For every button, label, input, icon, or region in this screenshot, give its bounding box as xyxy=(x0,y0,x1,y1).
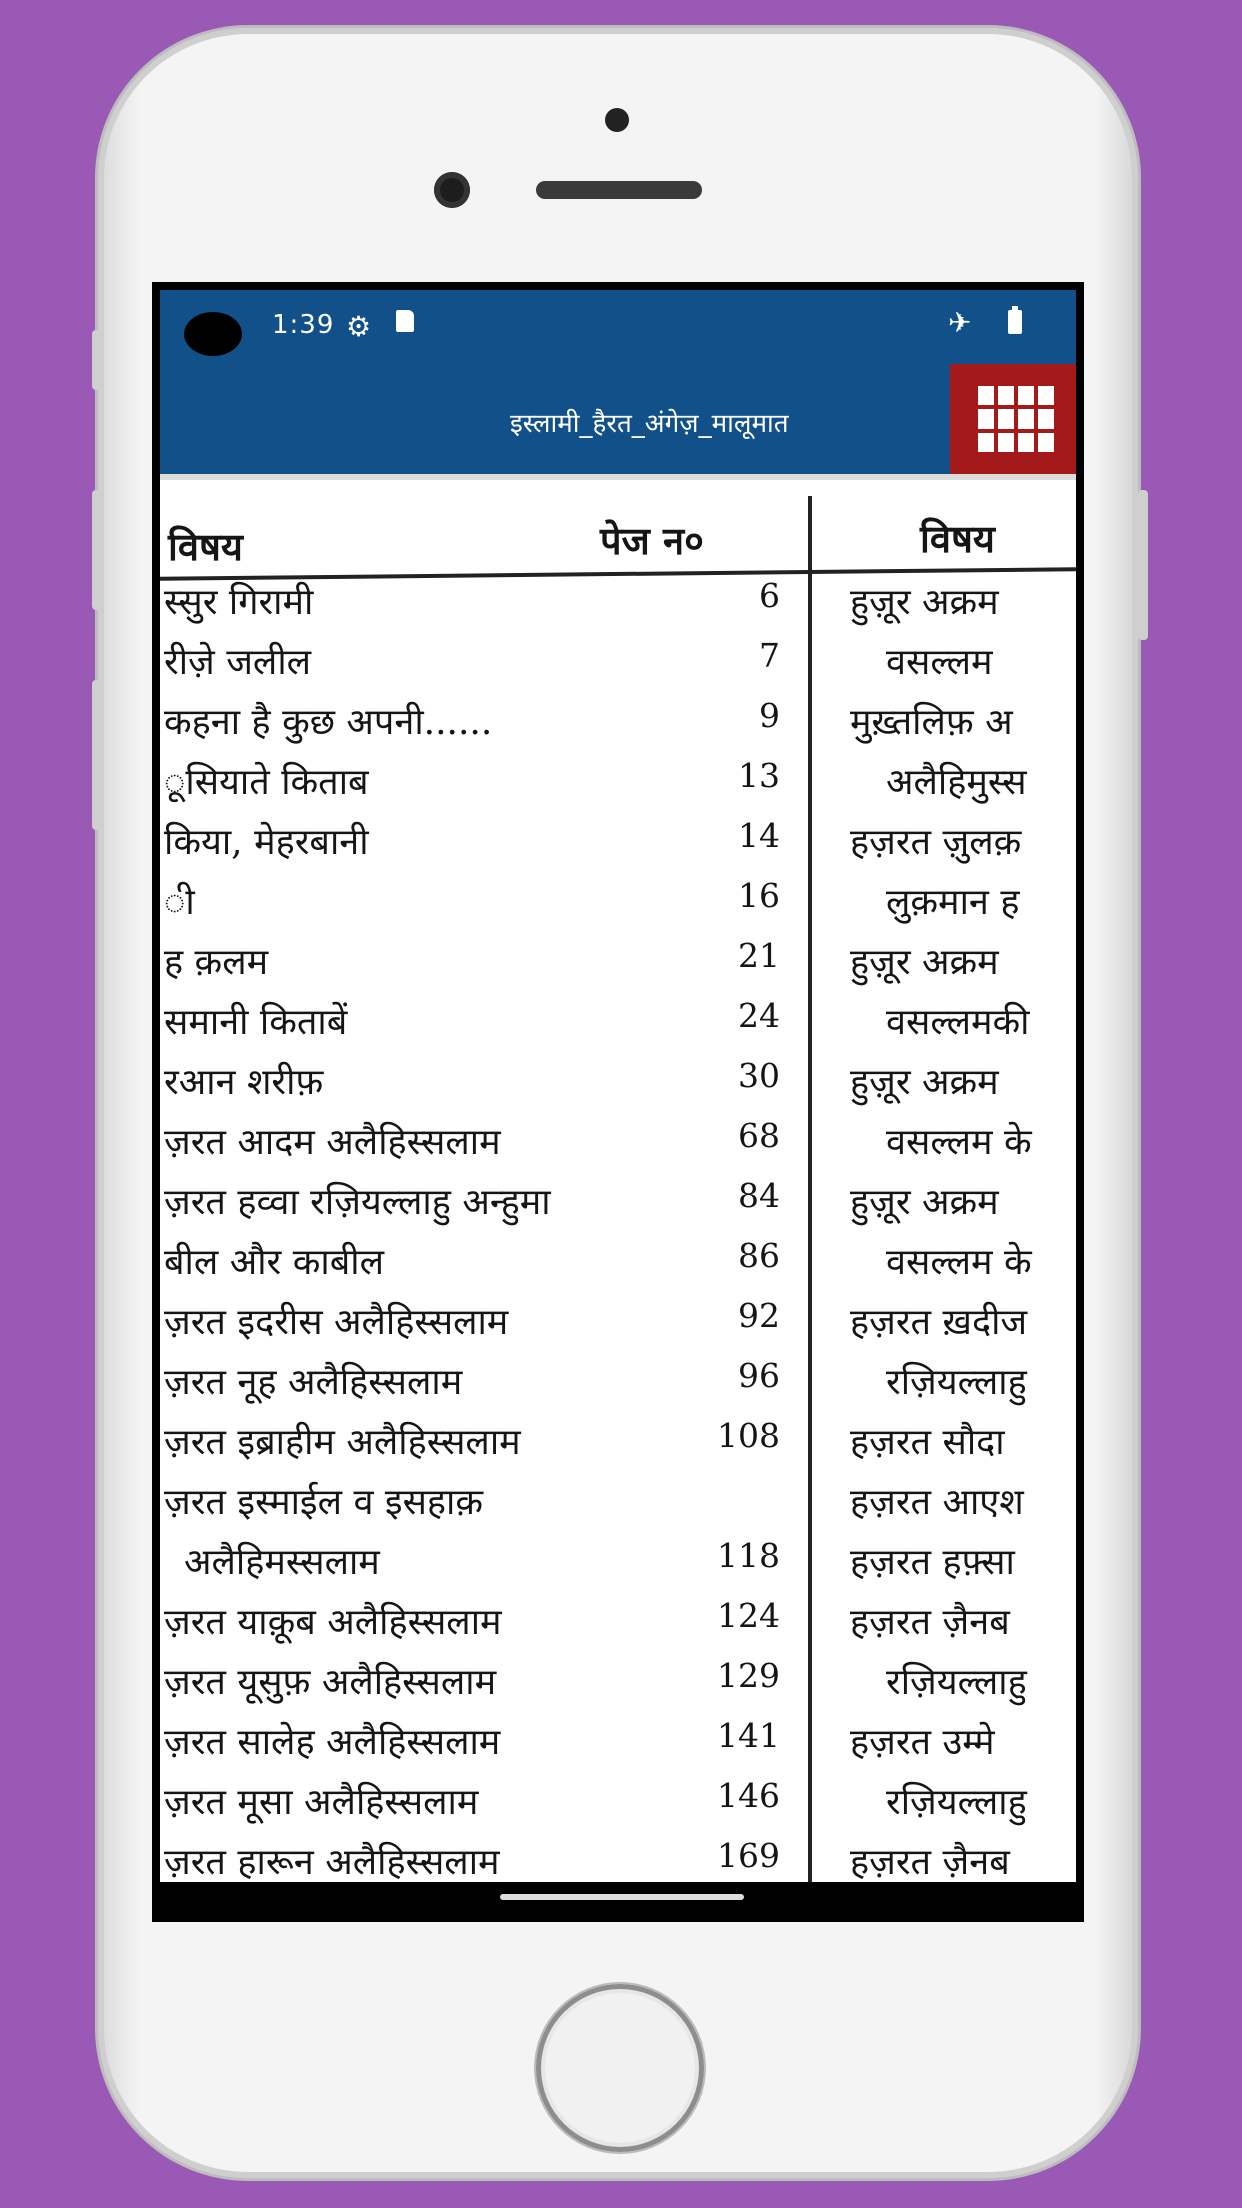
row-right: हज़रत उम्मे xyxy=(850,1722,995,1763)
row-right: हज़रत ज़ैनब xyxy=(850,1602,1010,1643)
row-page: 84 xyxy=(738,1176,780,1215)
grid-menu-icon xyxy=(978,386,1054,452)
index-row xyxy=(160,1416,1076,1472)
battery-icon xyxy=(1008,310,1022,334)
index-row xyxy=(160,636,1076,692)
power-button xyxy=(1138,490,1148,640)
index-row xyxy=(160,1476,1076,1532)
index-row xyxy=(160,1836,1076,1882)
camera-cutout xyxy=(184,312,242,356)
status-bar xyxy=(160,290,1076,364)
row-title: ी xyxy=(164,882,195,923)
index-row xyxy=(160,816,1076,872)
front-camera xyxy=(434,172,470,208)
row-right: हुज़ूर अक्रम xyxy=(850,1062,999,1103)
home-button[interactable] xyxy=(536,1984,704,2152)
row-right: रज़ियल्लाहु xyxy=(886,1662,1027,1703)
row-title: ज़रत आदम अलैहिस्सलाम xyxy=(164,1122,501,1163)
row-title: किया, मेहरबानी xyxy=(164,822,369,863)
row-page: 146 xyxy=(717,1776,780,1815)
row-title: कहना है कुछ अपनी...... xyxy=(164,702,493,743)
row-page: 141 xyxy=(717,1716,780,1755)
home-gesture-pill[interactable] xyxy=(500,1894,744,1900)
index-row xyxy=(160,1596,1076,1652)
row-page: 86 xyxy=(738,1236,780,1275)
index-row xyxy=(160,1116,1076,1172)
row-right: वसल्लम के xyxy=(886,1122,1032,1163)
row-page: 6 xyxy=(759,576,780,615)
volume-up-button xyxy=(92,490,102,610)
volume-down-button xyxy=(92,680,102,830)
row-page: 129 xyxy=(717,1656,780,1695)
index-row xyxy=(160,1176,1076,1232)
row-page: 68 xyxy=(738,1116,780,1155)
sd-card-icon xyxy=(396,310,414,332)
row-page: 21 xyxy=(738,936,780,975)
row-page: 124 xyxy=(717,1596,780,1635)
row-page: 118 xyxy=(717,1536,780,1575)
header-page-no: पेज न० xyxy=(600,518,704,563)
row-right: हुज़ूर अक्रम xyxy=(850,942,999,983)
row-page: 9 xyxy=(759,696,780,735)
row-page: 24 xyxy=(738,996,780,1035)
row-right: वसल्लम xyxy=(886,642,993,683)
row-page: 92 xyxy=(738,1296,780,1335)
row-title: अलैहिमस्सलाम xyxy=(184,1542,380,1583)
index-row xyxy=(160,1356,1076,1412)
row-right: हज़रत सौदा xyxy=(850,1422,1005,1463)
index-row xyxy=(160,1536,1076,1592)
header-subject-right: विषय xyxy=(920,516,995,561)
app-bar xyxy=(160,364,1076,474)
settings-gear-icon: ⚙ xyxy=(346,310,372,343)
row-page: 14 xyxy=(738,816,780,855)
row-right: हुज़ूर अक्रम xyxy=(850,582,999,623)
row-right: लुक़मान ह xyxy=(886,882,1020,923)
row-right: वसल्लमकी xyxy=(886,1002,1030,1043)
mute-switch xyxy=(92,330,102,390)
navigation-bar xyxy=(152,1882,1084,1922)
index-row xyxy=(160,936,1076,992)
row-title: समानी किताबें xyxy=(164,1002,348,1043)
row-right: हुज़ूर अक्रम xyxy=(850,1182,999,1223)
row-right: अलैहिमुस्स xyxy=(886,762,1027,803)
index-row xyxy=(160,1236,1076,1292)
app-title: इस्लामी_हैरत_अंगेज़_मालूमात xyxy=(510,409,789,439)
row-page: 13 xyxy=(738,756,780,795)
row-right: रज़ियल्लाहु xyxy=(886,1362,1027,1403)
row-page: 169 xyxy=(717,1836,780,1875)
row-title: ज़रत इदरीस अलैहिस्सलाम xyxy=(164,1302,509,1343)
row-title: ह क़लम xyxy=(164,942,269,983)
index-row xyxy=(160,1716,1076,1772)
index-row xyxy=(160,756,1076,812)
index-row xyxy=(160,696,1076,752)
index-row xyxy=(160,876,1076,932)
row-title: ज़रत याक़ूब अलैहिस्सलाम xyxy=(164,1602,502,1643)
phone-screen xyxy=(152,282,1084,1922)
earpiece-speaker xyxy=(536,181,702,199)
row-title: बील और काबील xyxy=(164,1242,384,1283)
index-row xyxy=(160,1056,1076,1112)
row-right: हज़रत ख़दीज xyxy=(850,1302,1028,1343)
index-row xyxy=(160,1656,1076,1712)
row-page: 108 xyxy=(717,1416,780,1455)
row-right: हज़रत आएश xyxy=(850,1482,1024,1523)
row-title: ज़रत हारून अलैहिस्सलाम xyxy=(164,1842,500,1882)
row-title: ज़रत इब्राहीम अलैहिस्सलाम xyxy=(164,1422,521,1463)
row-title: रीज़े जलील xyxy=(164,642,312,683)
row-page: 96 xyxy=(738,1356,780,1395)
row-right: रज़ियल्लाहु xyxy=(886,1782,1027,1823)
row-title: ज़रत सालेह अलैहिस्सलाम xyxy=(164,1722,501,1763)
row-title: रआन शरीफ़ xyxy=(164,1062,324,1103)
row-title: ज़रत हव्वा रज़ियल्लाहु अन्हुमा xyxy=(164,1182,551,1223)
header-subject: विषय xyxy=(168,524,243,569)
airplane-mode-icon: ✈ xyxy=(948,306,972,339)
grid-menu-button[interactable] xyxy=(950,364,1076,474)
index-row xyxy=(160,576,1076,632)
proximity-sensor xyxy=(605,108,629,132)
index-row xyxy=(160,1296,1076,1352)
row-title: ज़रत नूह अलैहिस्सलाम xyxy=(164,1362,463,1403)
status-time: 1:39 xyxy=(272,310,335,340)
index-row xyxy=(160,996,1076,1052)
app-display xyxy=(160,290,1076,1882)
row-right: वसल्लम के xyxy=(886,1242,1032,1283)
row-title: ूसियाते किताब xyxy=(164,762,369,803)
row-title: स्सुर गिरामी xyxy=(164,582,314,623)
row-page: 16 xyxy=(738,876,780,915)
row-right: हज़रत ज़ैनब xyxy=(850,1842,1010,1882)
row-title: ज़रत यूसुफ़ अलैहिस्सलाम xyxy=(164,1662,497,1703)
row-right: हज़रत ज़ुलक़ xyxy=(850,822,1022,863)
row-title: ज़रत मूसा अलैहिस्सलाम xyxy=(164,1782,479,1823)
row-title: ज़रत इस्माईल व इसहाक़ xyxy=(164,1482,484,1523)
row-right: हज़रत हफ़्सा xyxy=(850,1542,1015,1583)
row-page: 30 xyxy=(738,1056,780,1095)
row-right: मुख़्तलिफ़ अ xyxy=(850,702,1013,743)
row-page: 7 xyxy=(759,636,780,675)
index-row xyxy=(160,1776,1076,1832)
scanned-index-page[interactable] xyxy=(160,474,1076,1882)
page-top-edge xyxy=(160,474,1076,480)
